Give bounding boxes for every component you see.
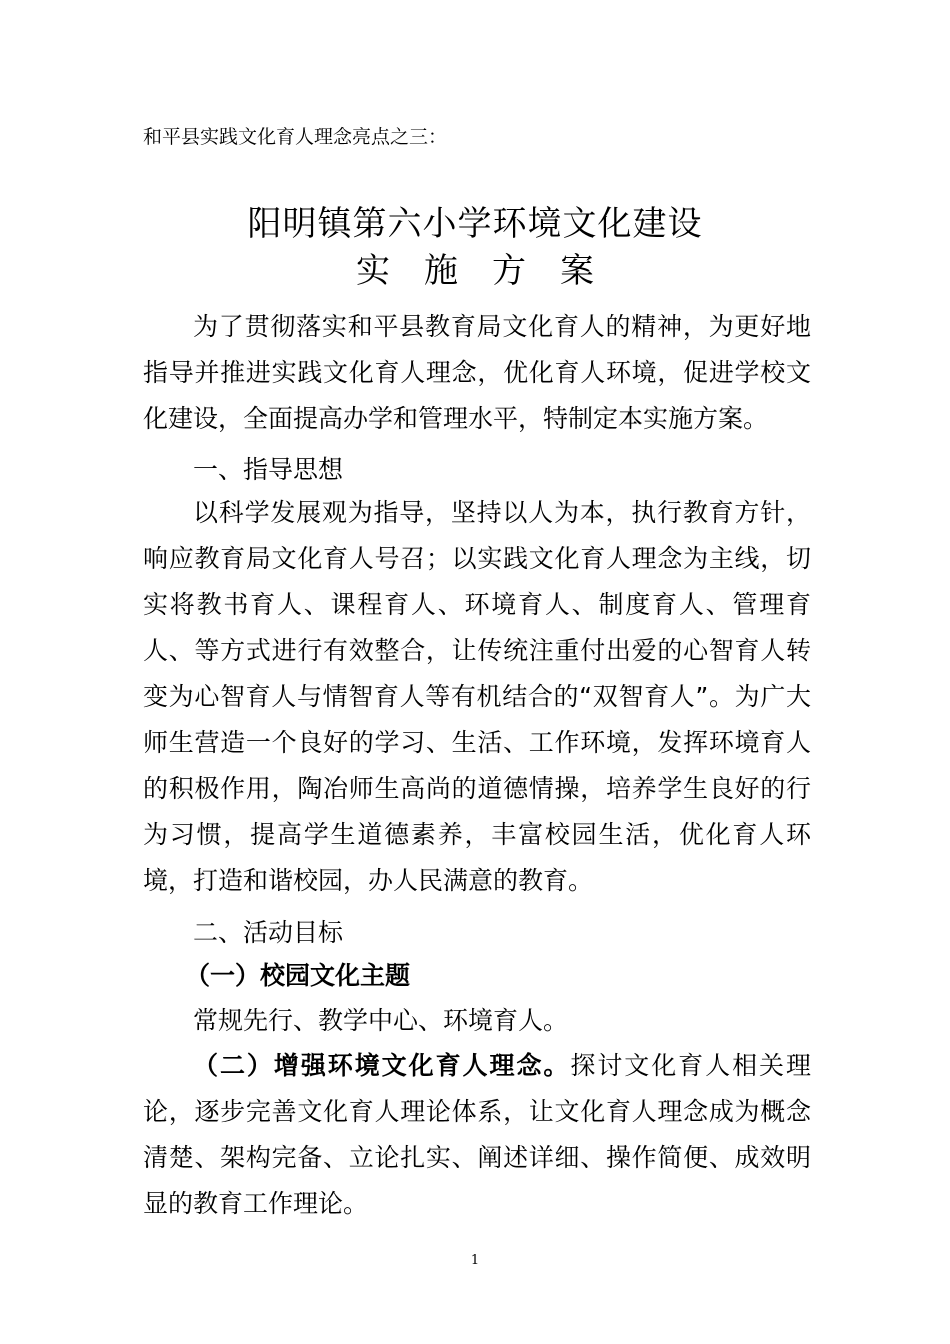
document-subtitle: 实施方案 — [356, 251, 628, 291]
subsection-heading-campus-culture-theme: （一）校园文化主题 — [185, 961, 411, 990]
document-title: 阳明镇第六小学环境文化建设 — [247, 204, 703, 244]
intro-paragraph: 为了贯彻落实和平县教育局文化育人的精神，为更好地指导并推进实践文化育人理念，优化育人环境，促进学校文化建设，全面提高办学和管理水平，特制定本实施方案。 — [143, 312, 811, 433]
section-heading-guiding-thought: 一、指导思想 — [193, 455, 344, 484]
subsection-heading-environment-culture: （二）增强环境文化育人理念。 — [193, 1051, 571, 1080]
guiding-thought-paragraph: 以科学发展观为指导，坚持以人为本，执行教育方针，响应教育局文化育人号召；以实践文化育人理念为主线，切实将教书育人、课程育人、环境育人、制度育人、管理育人、等方式进行有效整合，让传统注重付出爱的心智育人转变为心智育人与情智育人等有机结合的“双智育人”。为广大师生营造一个良好的学习、生活、工作环境，发挥环境育人的积极作用，陶冶师生高尚的道德情操，培养学生良好的行为习惯，提高学生道德素养，丰富校园生活，优化育人环境，打造和谐校园，办人民满意的教育。 — [143, 498, 811, 895]
page-number: 1 — [470, 1253, 480, 1268]
subsection-environment-culture-paragraph — [143, 1043, 811, 1227]
environment-culture-text: 探讨文化育人相关理论，逐步完善文化育人理论体系，让文化育人理念成为概念清楚、架构完备、立论扎实、阐述详细、操作简便、成效明显的教育工作理论。 — [143, 1051, 811, 1218]
series-label: 和平县实践文化育人理念亮点之三： — [143, 126, 448, 148]
section-heading-activity-goals: 二、活动目标 — [193, 918, 344, 947]
campus-culture-theme-text: 常规先行、教学中心、环境育人。 — [193, 1006, 569, 1035]
